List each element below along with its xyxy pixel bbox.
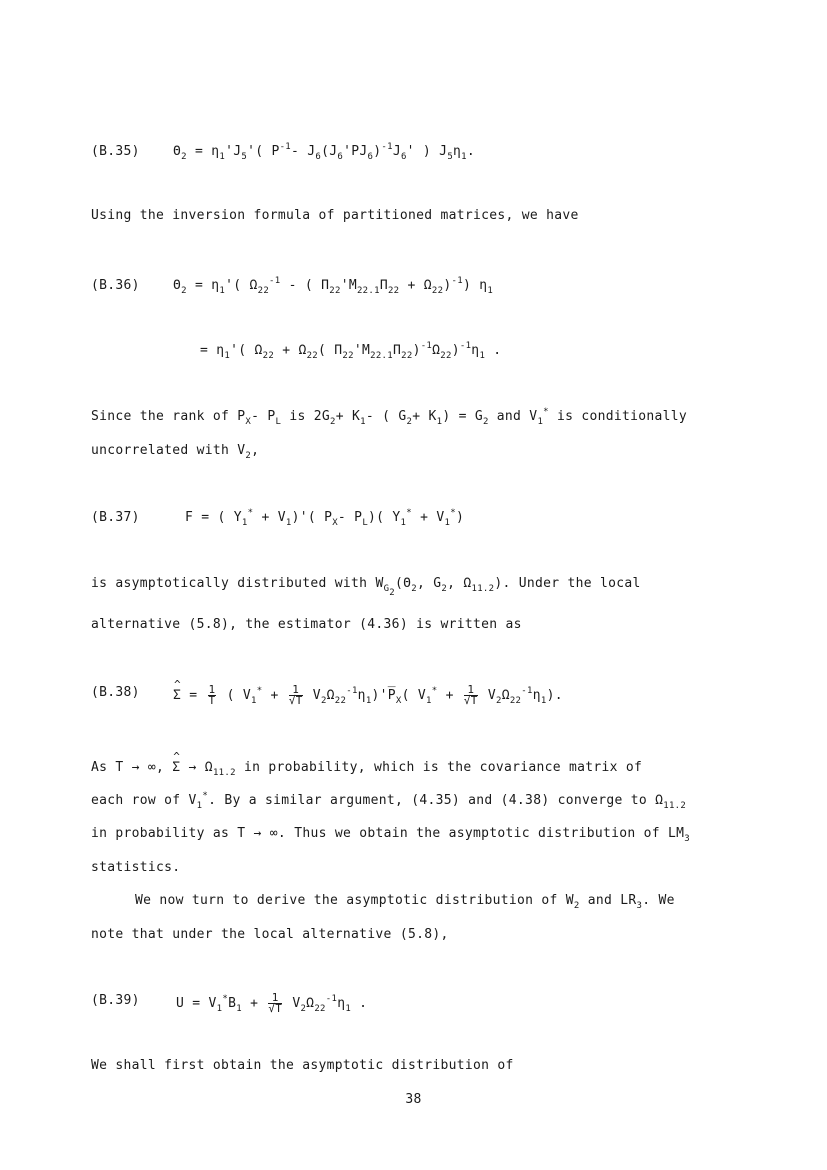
equation-label-b39: (B.39) (91, 993, 140, 1008)
equation-b37: F = ( $Y_1^* + V_1)'$( $P_X-$ $P_L$)( $Y_1^* + V_1^*$) (185, 508, 465, 528)
paragraph-in-probability: in probability as T → ∞. Thus we obtain the asymptotic distribution of $LM_3$ (91, 826, 690, 844)
turn-text-3: We (658, 893, 675, 908)
equation-b38: ^ Σ = $\frac{1}{T}$ ( $V_1^*$ + $\frac{1}{√T}$ $V_2\Omega_{22}^{-1}\eta_1)'P̅_X$( $V_1^*$ + $\frac{1}{√T}$ $V_2\Omega_{22}^{-1}\eta_1$). (173, 685, 563, 706)
paragraph-statistics: statistics. (91, 860, 181, 875)
paragraph-as-t: As T → ∞, ^ $\Sigma \to \Omega_{11.2}$ in probability, which is the covariance matrix of (91, 760, 642, 776)
paragraph-alternative: alternative (5.8), the estimator (4.36) is written as (91, 617, 522, 632)
page-number: 38 (405, 1092, 422, 1107)
paragraph-inversion: Using the inversion formula of partitioned matrices, we have (91, 208, 579, 223)
paragraph-asymptotic: is asymptotically distributed with $W_{G_2}(\Theta_2$, $G_2$, $\Omega_{11.2}$). Under the local (91, 576, 641, 598)
equation-label-b37: (B.37) (91, 510, 140, 525)
since-text-2: is conditionally (557, 409, 688, 424)
paragraph-since: Since the rank of $P_X-$ $P_L$ is $2G_2+ K_1-$ ( $G_2+ K_1) = G_2$ and $V_1^*$ is conditionally (91, 407, 688, 427)
equation-label-b36: (B.36) (91, 278, 140, 293)
since-text-1: Since the rank of (91, 409, 230, 424)
in-prob-text-2: Thus we obtain the asymptotic distribution of (294, 826, 660, 841)
paragraph-turn: We now turn to derive the asymptotic distribution of $W_2$ and $LR_3$. We (135, 893, 675, 911)
each-row-text-1: each row of (91, 793, 181, 808)
paragraph-note: note that under the local alternative (5.8), (91, 927, 449, 942)
equation-b36-line1: $\Theta_2 = \eta_1'$( $\Omega_{22}^{-1}$ - ( $\Pi_{22}'M_{22.1}\Pi_{22} + \Omega_{22})^{-1}$) $\eta_1$ (173, 276, 494, 296)
as-t-text-2: in probability, which is the covariance matrix of (243, 760, 643, 775)
asymp-text-2: Under the local (518, 576, 641, 591)
paragraph-uncorrelated: uncorrelated with $V_2$, (91, 443, 260, 461)
equation-label-b35: (B.35) (91, 144, 140, 159)
equation-b36-line2: = $\eta_1'$( $\Omega_{22} + \Omega_{22}$( $\Pi_{22}'M_{22.1}\Pi_{22})^{-1}\Omega_{22})^{-1}\eta_1$ . (200, 341, 502, 361)
asymp-text-1: is asymptotically distributed with (91, 576, 368, 591)
turn-text-2: and (587, 893, 613, 908)
equation-b39: $U = V_1^*B_1$ + $\frac{1}{√T}$ $V_2\Omega_{22}^{-1}\eta_1$ . (176, 991, 368, 1015)
as-t-text-1: As (91, 760, 108, 775)
paragraph-each-row: each row of $V_1^*$. By a similar argument, (4.35) and (4.38) converge to $\Omega_{11.2}$ (91, 791, 687, 811)
paragraph-shall: We shall first obtain the asymptotic distribution of (91, 1058, 514, 1073)
each-row-text-2: By a similar argument, (4.35) and (4.38) converge to (224, 793, 647, 808)
turn-text-1: We now turn to derive the asymptotic distribution of (135, 893, 558, 908)
uncorrelated-text: uncorrelated with (91, 443, 230, 458)
in-prob-text-1: in probability as T (91, 826, 246, 841)
equation-b35: $\Theta_2 = \eta_1'J_5'$( $P^{-1}-$ $J_6(J_6'PJ_6)^{-1}J_6'$ ) $J_5\eta_1$. (173, 142, 476, 162)
equation-label-b38: (B.38) (91, 685, 140, 700)
